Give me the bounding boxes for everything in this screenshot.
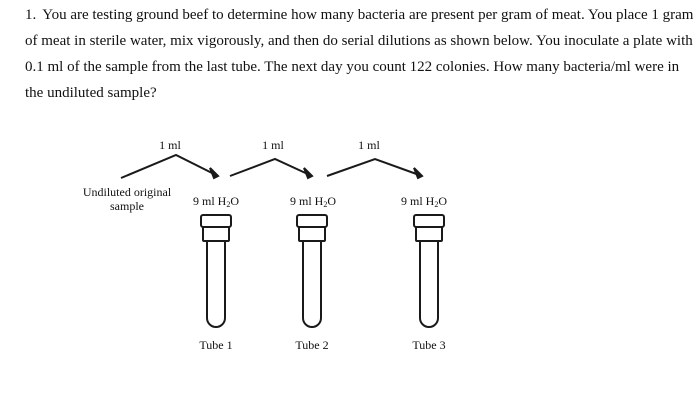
undiluted-sample-label-line2: sample	[110, 199, 144, 213]
transfer-arrow-2	[230, 159, 312, 178]
water-label-tube-2	[277, 194, 349, 208]
water-label-text: 9 ml H	[192, 194, 227, 208]
question-number: 1.	[25, 7, 37, 23]
water-label-text: 9 ml H	[400, 194, 435, 208]
undiluted-sample-label-line1: Undiluted original	[82, 185, 172, 199]
water-label-text: O	[327, 194, 336, 208]
tube-3-label: Tube 3	[412, 338, 446, 352]
water-label-tube-1	[180, 194, 252, 208]
test-tube-1	[201, 215, 231, 327]
water-label-text: 9 ml H	[289, 194, 324, 208]
water-label-subscript: 2	[226, 200, 231, 209]
test-tube-3	[414, 215, 444, 327]
question-text: You are testing ground beef to determine how many bacteria are present per gram of meat. You place 1 gram of meat in sterile water, mix vigorously, and then do serial dilutions as shown below. You inoculate a plate with 0.1 ml of the sample from the last tube. The next day you count 122 colonies. How many bacteria/ml were in the undiluted sample?	[25, 7, 694, 101]
water-label-text: O	[438, 194, 447, 208]
water-label-tube-3	[388, 194, 460, 208]
tube-2-label: Tube 2	[295, 338, 329, 352]
transfer-label-3: 1 ml	[358, 138, 380, 152]
water-label-text: O	[230, 194, 239, 208]
water-label-subscript: 2	[323, 200, 328, 209]
transfer-label-1: 1 ml	[159, 138, 181, 152]
transfer-arrow-3	[327, 159, 422, 178]
test-tube-2	[297, 215, 327, 327]
transfer-label-2: 1 ml	[262, 138, 284, 152]
tube-1-label: Tube 1	[199, 338, 233, 352]
undiluted-sample-label	[75, 185, 179, 213]
water-label-subscript: 2	[434, 200, 439, 209]
transfer-arrow-1	[121, 155, 218, 178]
